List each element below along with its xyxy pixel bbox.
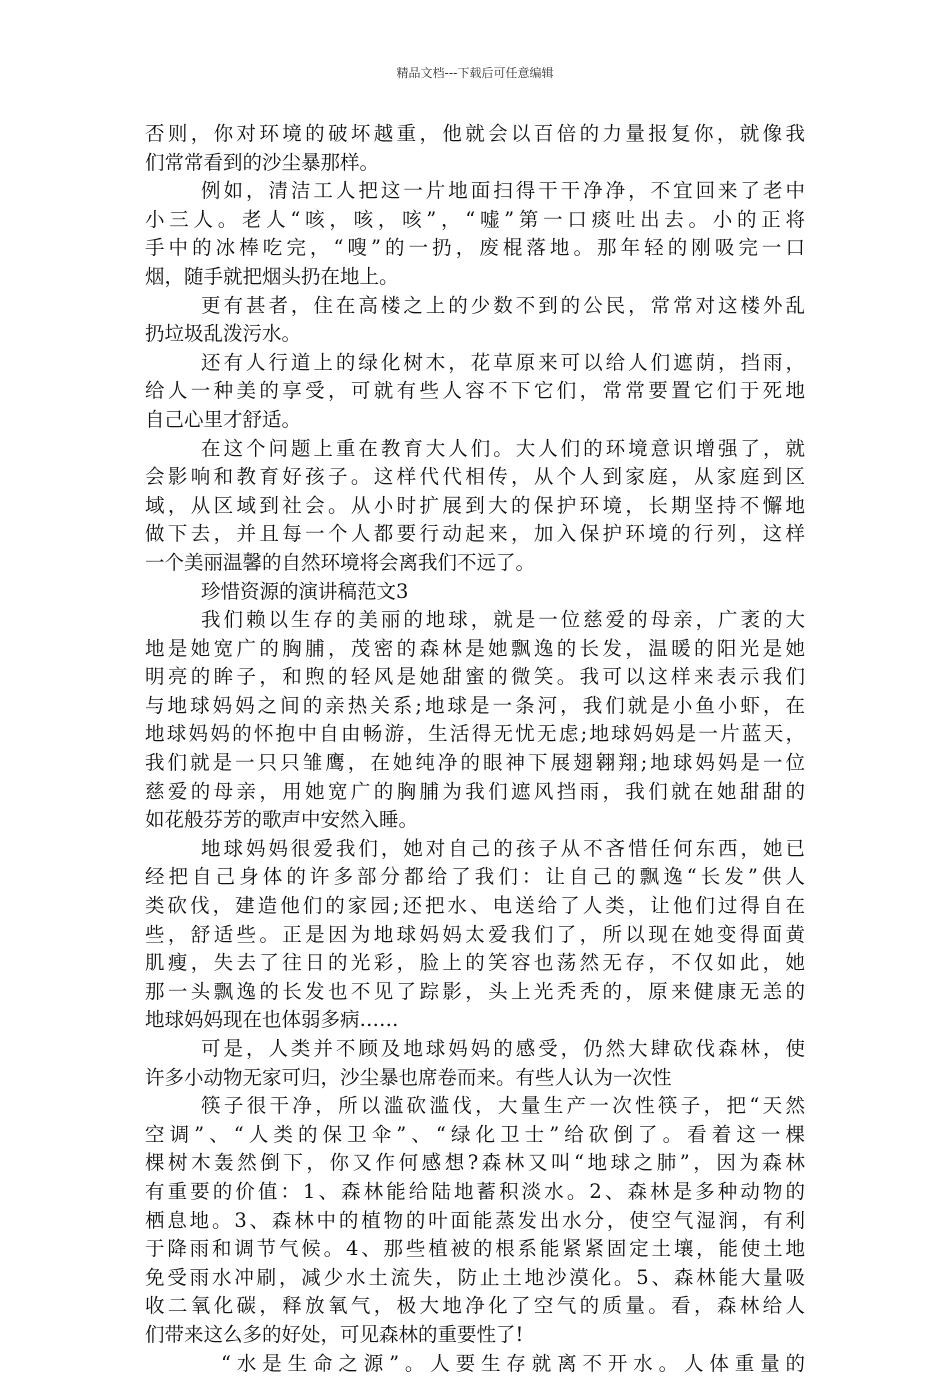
- text-line: 收二氧化碳，释放氧气，极大地净化了空气的质量。看，森林给人: [145, 1294, 805, 1318]
- text-line: 肌瘦，失去了往日的光彩，脸上的笑容也荡然无存，不仅如此，她: [145, 951, 805, 975]
- text-line: 些，舒适些。正是因为地球妈妈太爱我们了，所以现在她变得面黄: [145, 922, 805, 946]
- text-line: 一个美丽温馨的自然环境将会离我们不远了。: [145, 550, 536, 574]
- text-line: 自己心里才舒适。: [145, 407, 302, 431]
- text-line: 地球妈妈现在也体弱多病……: [145, 1008, 399, 1032]
- text-line: 给人一种美的享受，可就有些人容不下它们，常常要置它们于死地: [145, 379, 805, 403]
- text-line: 明亮的眸子，和煦的轻风是她甜蜜的微笑。我可以这样来表示我们: [145, 665, 805, 689]
- text-line: 地球妈妈很爱我们，她对自己的孩子从不吝惜任何东西，她已: [201, 836, 805, 860]
- text-line: 在这个问题上重在教育大人们。大人们的环境意识增强了，就: [201, 436, 805, 460]
- text-line: 还有人行道上的绿化树木，花草原来可以给人们遮荫，挡雨，: [201, 350, 805, 374]
- text-line: 有重要的价值：1、森林能给陆地蓄积淡水。2、森林是多种动物的: [145, 1179, 805, 1203]
- text-line: 如花般芬芳的歌声中安然入睡。: [145, 808, 419, 832]
- text-line: 类砍伐，建造他们的家园;还把水、电送给了人类，让他们过得自在: [145, 894, 805, 918]
- text-line: 域，从区域到社会。从小时扩展到大的保护环境，长期坚持不懈地: [145, 493, 805, 517]
- text-line: 烟，随手就把烟头扔在地上。: [145, 264, 399, 288]
- document-body: [145, 120, 805, 1378]
- text-line: 们带来这么多的好处，可见森林的重要性了!: [145, 1322, 524, 1346]
- text-line: 许多小动物无家可归，沙尘暴也席卷而来。有些人认为一次性: [145, 1065, 672, 1089]
- page-header: 精品文档---下载后可任意编辑: [396, 66, 554, 80]
- text-line: 手中的冰棒吃完，“嗖”的一扔，废棍落地。那年轻的刚吸完一口: [145, 236, 805, 260]
- text-line: 于降雨和调节气候。4、那些植被的根系能紧紧固定土壤，能使土地: [145, 1237, 805, 1261]
- text-line: 栖息地。3、森林中的植物的叶面能蒸发出水分，使空气湿润，有利: [145, 1208, 805, 1232]
- text-line: 做下去，并且每一个人都要行动起来，加入保护环境的行列，这样: [145, 522, 805, 546]
- text-line: 地是她宽广的胸脯，茂密的森林是她飘逸的长发，温暖的阳光是她: [145, 636, 805, 660]
- text-line: 可是，人类并不顾及地球妈妈的感受，仍然大肆砍伐森林，使: [201, 1037, 805, 1060]
- text-line: 免受雨水冲刷，减少水土流失，防止土地沙漠化。5、森林能大量吸: [145, 1265, 805, 1289]
- text-line: 经把自己身体的许多部分都给了我们：让自己的飘逸“长发”供人: [145, 865, 805, 889]
- text-line: 那一头飘逸的长发也不见了踪影，头上光秃秃的，原来健康无恙的: [145, 979, 805, 1003]
- text-line: 空调”、“人类的保卫伞”、“绿化卫士”给砍倒了。看着这一棵: [145, 1122, 805, 1146]
- text-line: 例如，清洁工人把这一片地面扫得干干净净，不宜回来了老中: [201, 179, 805, 203]
- text-line: 我们就是一只只雏鹰，在她纯净的眼神下展翅翱翔;地球妈妈是一位: [145, 751, 805, 775]
- text-line: 慈爱的母亲，用她宽广的胸脯为我们遮风挡雨，我们就在她甜甜的: [145, 779, 805, 803]
- text-line: 会影响和教育好孩子。这样代代相传，从个人到家庭，从家庭到区: [145, 465, 805, 489]
- text-line: 小三人。老人“咳，咳，咳”，“嘘”第一口痰吐出去。小的正将: [145, 207, 805, 231]
- text-line: 否则，你对环境的破坏越重，他就会以百倍的力量报复你，就像我: [145, 122, 805, 145]
- text-line: 珍惜资源的演讲稿范文3: [201, 579, 409, 603]
- text-line: 们常常看到的沙尘暴那样。: [145, 150, 380, 174]
- text-line: 地球妈妈的怀抱中自由畅游，生活得无忧无虑;地球妈妈是一片蓝天，: [145, 722, 805, 746]
- text-line: “水是生命之源”。人要生存就离不开水。人体重量的: [221, 1351, 805, 1375]
- text-line: 与地球妈妈之间的亲热关系;地球是一条河，我们就是小鱼小虾，在: [145, 693, 805, 717]
- text-line: 扔垃圾乱泼污水。: [145, 322, 302, 346]
- text-line: 更有甚者，住在高楼之上的少数不到的公民，常常对这楼外乱: [201, 293, 805, 317]
- text-line: 筷子很干净，所以滥砍滥伐，大量生产一次性筷子，把“天然: [201, 1094, 805, 1118]
- text-line: 我们赖以生存的美丽的地球，就是一位慈爱的母亲，广袤的大: [201, 608, 805, 632]
- text-line: 棵树木轰然倒下，你又作何感想?森林又叫“地球之肺”，因为森林: [145, 1151, 805, 1175]
